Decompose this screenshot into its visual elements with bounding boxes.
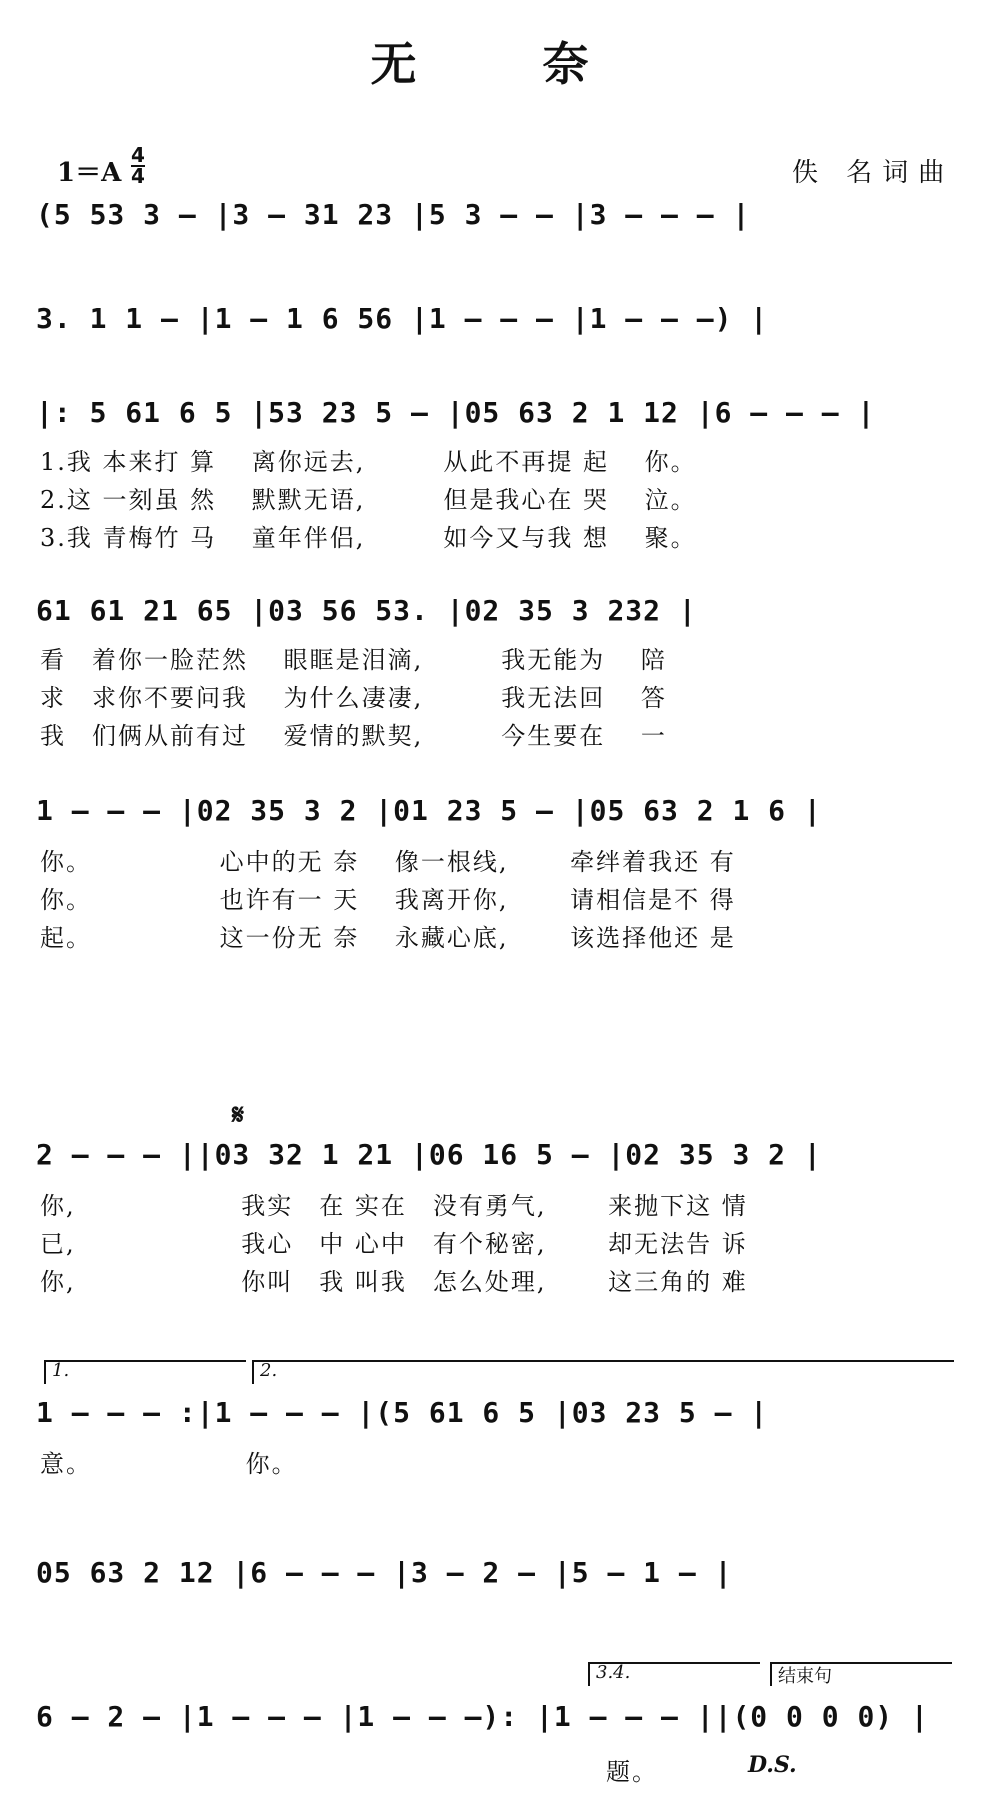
lyric-line-9: 题。	[606, 1758, 658, 1786]
lyric-line-3-v1: 1.我 本来打 算 离你远去, 从此不再提 起 你。	[40, 448, 697, 476]
staff-line-1: (5 53 3 – |3 – 31 23 |5 3 – – |3 – – – |	[36, 198, 751, 231]
volta-3-label: 3.4.	[596, 1662, 631, 1683]
lyric-line-3-v2: 2.这 一刻虽 然 默默无语, 但是我心在 哭 泣。	[40, 486, 697, 514]
staff-line-5: 1 – – – |02 35 3 2 |01 23 5 – |05 63 2 1 6 |	[36, 794, 822, 827]
credit: 佚 名词曲	[792, 158, 955, 188]
volta-bracket-1	[44, 1360, 246, 1384]
volta-2-label: 2.	[260, 1360, 278, 1381]
lyric-line-5-v1: 你。 心中的无 奈 像一根线, 牵绊着我还 有	[40, 848, 736, 876]
staff-line-9: 6 – 2 – |1 – – – |1 – – –): |1 – – – ||(0 0 0 0) |	[36, 1700, 929, 1733]
key-signature: 1＝A	[57, 158, 122, 188]
lyric-line-6-v3: 你, 你叫 我 叫我 怎么处理, 这三角的 难	[40, 1268, 748, 1296]
page-title: 无 奈	[370, 37, 629, 91]
time-signature	[131, 143, 145, 188]
staff-line-2: 3. 1 1 – |1 – 1 6 56 |1 – – – |1 – – –) |	[36, 302, 769, 335]
time-signature-bottom: 4	[131, 164, 145, 188]
lyric-line-4-v3: 我 们俩从前有过 爱情的默契, 今生要在 一	[40, 722, 667, 750]
staff-line-7: 1 – – – :|1 – – – |(5 61 6 5 |03 23 5 – |	[36, 1396, 769, 1429]
ending-label: 结束句	[778, 1666, 832, 1687]
lyric-line-5-v3: 起。 这一份无 奈 永藏心底, 该选择他还 是	[40, 924, 736, 952]
lyric-line-7: 意。 你。	[40, 1450, 298, 1478]
volta-bracket-2	[252, 1360, 954, 1384]
segno-sign: 𝄋	[232, 1098, 245, 1131]
staff-line-8: 05 63 2 12 |6 – – – |3 – 2 – |5 – 1 – |	[36, 1556, 733, 1589]
staff-line-4: 61 61 21 65 |03 56 53. |02 35 3 232 |	[36, 594, 697, 627]
lyric-line-4-v1: 看 着你一脸茫然 眼眶是泪滴, 我无能为 陪	[40, 646, 667, 674]
lyric-line-6-v1: 你, 我实 在 实在 没有勇气, 来抛下这 情	[40, 1192, 748, 1220]
ds-marking: D.S.	[748, 1752, 797, 1778]
lyric-line-3-v3: 3.我 青梅竹 马 童年伴侣, 如今又与我 想 聚。	[40, 524, 697, 552]
staff-line-6: 2 – – – ||03 32 1 21 |06 16 5 – |02 35 3 2 |	[36, 1138, 822, 1171]
lyric-line-6-v2: 已, 我心 中 心中 有个秘密, 却无法告 诉	[40, 1230, 748, 1258]
lyric-line-5-v2: 你。 也许有一 天 我离开你, 请相信是不 得	[40, 886, 736, 914]
time-signature-top: 4	[131, 143, 145, 167]
lyric-line-4-v2: 求 求你不要问我 为什么凄凄, 我无法回 答	[40, 684, 667, 712]
staff-line-3: |: 5 61 6 5 |53 23 5 – |05 63 2 1 12 |6 – – – |	[36, 396, 876, 429]
volta-1-label: 1.	[52, 1360, 70, 1381]
